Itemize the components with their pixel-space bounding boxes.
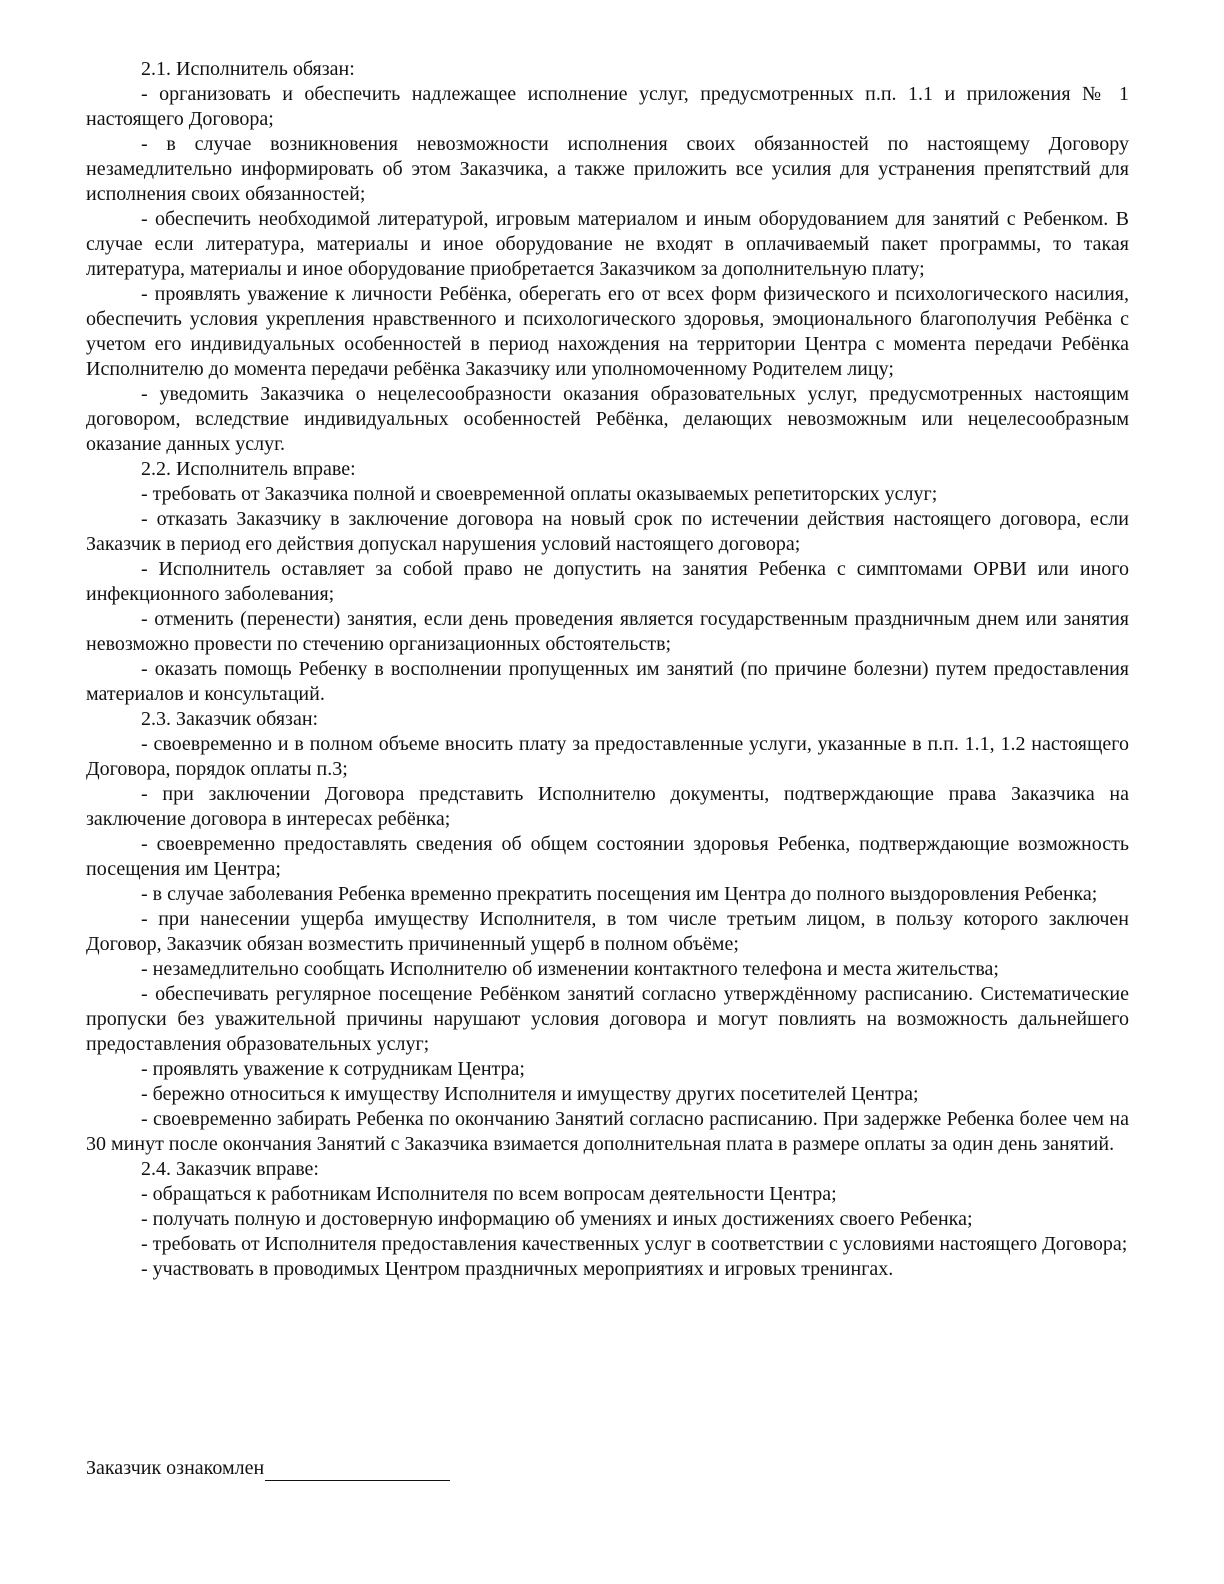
clause: - обеспечивать регулярное посещение Ребёнком занятий согласно утверждённому расписанию. Систематические пропуски без уважительной причины нарушают условия договора и могут повлиять на возможность дальнейшего предоставления образовательных услуг; xyxy=(86,983,1129,1055)
clause: - требовать от Исполнителя предоставления качественных услуг в соответствии с условиями настоящего Договора; xyxy=(141,1233,1128,1255)
clause: - своевременно и в полном объеме вносить плату за предоставленные услуги, указанные в п.п. 1.1, 1.2 настоящего Договора, порядок оплаты п.3; xyxy=(86,733,1129,780)
clause: - своевременно предоставлять сведения об общем состоянии здоровья Ребенка, подтверждающие возможность посещения им Центра; xyxy=(86,833,1129,880)
clause: - оказать помощь Ребенку в восполнении пропущенных им занятий (по причине болезни) путем предоставления материалов и консультаций. xyxy=(86,658,1129,705)
section-heading-2-3: 2.3. Заказчик обязан: xyxy=(141,708,319,730)
signature-label: Заказчик ознакомлен xyxy=(86,1457,265,1479)
clause: - обеспечить необходимой литературой, игровым материалом и иным оборудованием для занятий с Ребенком. В случае если литература, материалы и иное оборудование не входят в оплачиваемый пакет программы, то такая литература, материалы и иное оборудование приобретается Заказчиком за дополнительную плату; xyxy=(86,208,1129,280)
clause: - проявлять уважение к сотрудникам Центра; xyxy=(141,1058,525,1080)
clause: - проявлять уважение к личности Ребёнка, оберегать его от всех форм физического и психологического насилия, обеспечить условия укрепления нравственного и психологического здоровья, эмоционального благополучия Ребёнка с учетом его индивидуальных особенностей в период нахождения на территории Центра с момента передачи Ребёнка Исполнителю до момента передачи ребёнка Заказчику или уполномоченному Родителем лицу; xyxy=(86,283,1129,380)
clause: - при заключении Договора представить Исполнителю документы, подтверждающие права Заказчика на заключение договора в интересах ребёнка; xyxy=(86,783,1129,830)
clause: - своевременно забирать Ребенка по окончанию Занятий согласно расписанию. При задержке Ребенка более чем на 30 минут после окончания Занятий с Заказчика взимается дополнительная плата в размере оплаты за один день занятий. xyxy=(86,1108,1129,1155)
signature-line xyxy=(265,1460,450,1481)
clause: - требовать от Заказчика полной и своевременной оплаты оказываемых репетиторских услуг; xyxy=(141,483,938,505)
clause: - при нанесении ущерба имуществу Исполнителя, в том числе третьим лицом, в пользу которого заключен Договор, Заказчик обязан возместить причиненный ущерб в полном объёме; xyxy=(86,908,1129,955)
clause: - бережно относиться к имуществу Исполнителя и имуществу других посетителей Центра; xyxy=(141,1083,919,1105)
section-heading-2-2: 2.2. Исполнитель вправе: xyxy=(141,458,356,480)
document-page xyxy=(86,57,1129,1282)
clause: - уведомить Заказчика о нецелесообразности оказания образовательных услуг, предусмотренных настоящим договором, вследствие индивидуальных особенностей Ребёнка, делающих невозможным или нецелесообразным оказание данных услуг. xyxy=(86,383,1129,455)
clause: - в случае заболевания Ребенка временно прекратить посещения им Центра до полного выздоровления Ребенка; xyxy=(141,883,1098,905)
clause: - организовать и обеспечить надлежащее исполнение услуг, предусмотренных п.п. 1.1 и приложения № 1 настоящего Договора; xyxy=(86,83,1129,130)
signature-block xyxy=(86,1456,450,1481)
clause: - обращаться к работникам Исполнителя по всем вопросам деятельности Центра; xyxy=(141,1183,837,1205)
section-heading-2-4: 2.4. Заказчик вправе: xyxy=(141,1158,319,1180)
clause: - получать полную и достоверную информацию об умениях и иных достижениях своего Ребенка; xyxy=(141,1208,973,1230)
clause: - Исполнитель оставляет за собой право не допустить на занятия Ребенка с симптомами ОРВИ или иного инфекционного заболевания; xyxy=(86,558,1129,605)
clause: - незамедлительно сообщать Исполнителю об изменении контактного телефона и места жительства; xyxy=(141,958,999,980)
clause: - в случае возникновения невозможности исполнения своих обязанностей по настоящему Договору незамедлительно информировать об этом Заказчика, а также приложить все усилия для устранения препятствий для исполнения своих обязанностей; xyxy=(86,133,1129,205)
clause: - участвовать в проводимых Центром праздничных мероприятиях и игровых тренингах. xyxy=(141,1258,894,1280)
clause: - отказать Заказчику в заключение договора на новый срок по истечении действия настоящего договора, если Заказчик в период его действия допускал нарушения условий настоящего договора; xyxy=(86,508,1129,555)
section-heading-2-1: 2.1. Исполнитель обязан: xyxy=(141,58,355,80)
clause: - отменить (перенести) занятия, если день проведения является государственным праздничным днем или занятия невозможно провести по стечению организационных обстоятельств; xyxy=(86,608,1129,655)
